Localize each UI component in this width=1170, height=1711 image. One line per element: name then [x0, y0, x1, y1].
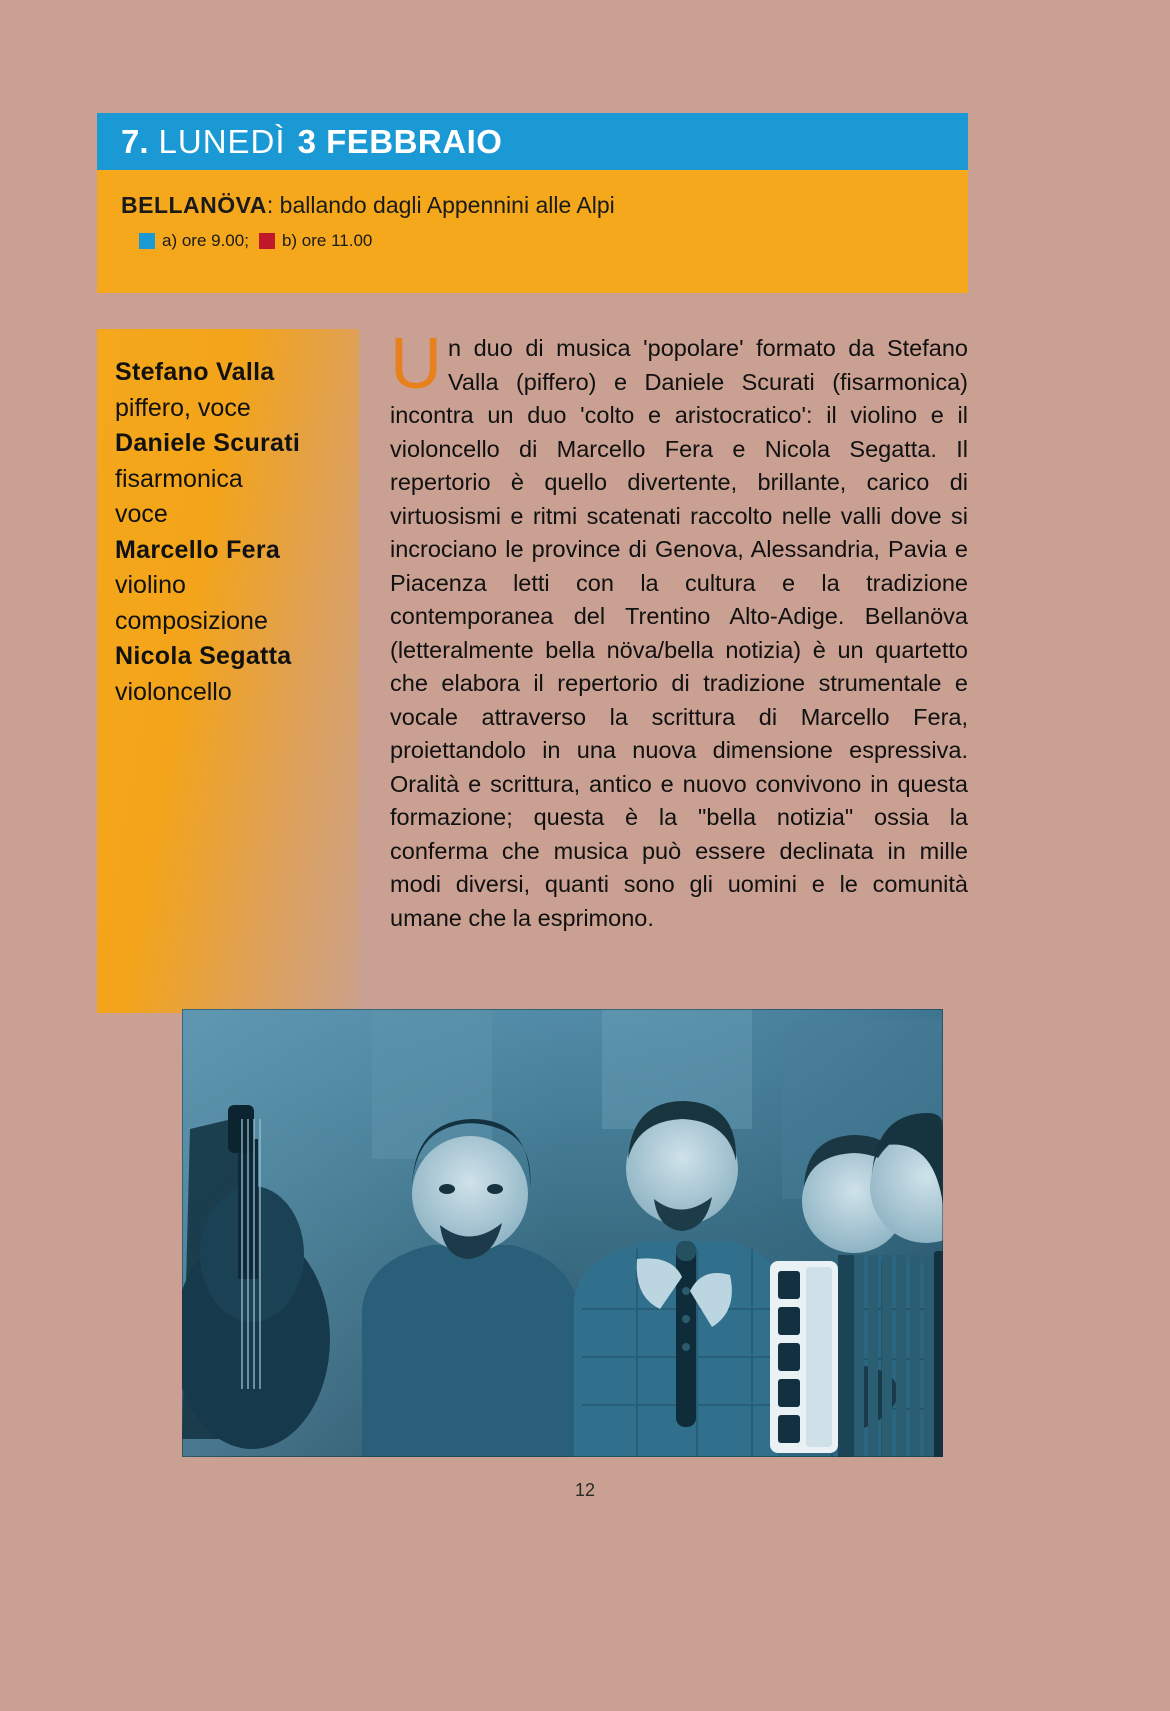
event-time-b: b) ore 11.00: [281, 231, 373, 250]
performer-name: Stefano Valla: [115, 358, 275, 386]
event-title-name: BELLANÖVA: [121, 192, 267, 218]
performer-role: piffero, voce: [115, 393, 251, 422]
day-number: 7.: [121, 122, 149, 160]
group-photo-image: [182, 1009, 943, 1457]
group-photo: [182, 1009, 943, 1457]
performer-role: violoncello: [115, 677, 232, 706]
event-times: [121, 231, 944, 251]
time-swatch-a-icon: [139, 233, 155, 249]
event-title: [121, 192, 944, 219]
performer-name: Marcello Fera: [115, 535, 281, 564]
performer-name: Daniele Scurati: [115, 429, 301, 457]
performer-role: violino: [115, 571, 186, 599]
day-weekday: LUNEDÌ: [158, 122, 286, 160]
day-header-bar: [97, 113, 968, 170]
event-title-subtitle: : ballando dagli Appennini alle Alpi: [266, 192, 615, 218]
drop-cap: U: [390, 324, 442, 404]
page-number: 12: [574, 1480, 596, 1500]
day-date: 3 FEBBRAIO: [297, 122, 503, 160]
time-swatch-b-icon: [259, 233, 275, 249]
performer-role: voce: [115, 500, 168, 528]
performer-name: Nicola Segatta: [115, 642, 292, 670]
performer-role: fisarmonica: [115, 464, 243, 493]
event-time-a: a) ore 9.00;: [162, 231, 249, 250]
description-body: n duo di musica 'popolare' formato da Stefano Valla (piffero) e Daniele Scurati (fisarmonica) incontra un duo 'colto e aristocratico': il violino e il violoncello di Marcello Fera e Nicola Segatta. Il repertorio è quello divertente, brillante, carico di virtuosismi e ritmi scatenati raccolto nelle valli dove si incrociano le province di Genova, Alessandria, Pavia e Piacenza letti con la cultura e la tradizione contemporanea del Trentino Alto-Adige. Bellanöva (letteralmente bella növa/bella notizia) è un quartetto che elabora il repertorio di tradizione strumentale e vocale attraverso la scrittura di Marcello Fera, proiettandolo in una nuova dimensione espressiva. Oralità e scrittura, antico e nuovo convivono in questa formazione; questa è la "bella notizia" ossia la conferma che musica può essere declinata in mille modi diversi, quanti sono gli uomini e le comunità umane che la esprimono.: [390, 335, 968, 931]
performer-role: composizione: [115, 606, 268, 635]
description-text: [390, 324, 968, 935]
performers-panel: [97, 329, 359, 1013]
event-info-band: [97, 170, 968, 293]
